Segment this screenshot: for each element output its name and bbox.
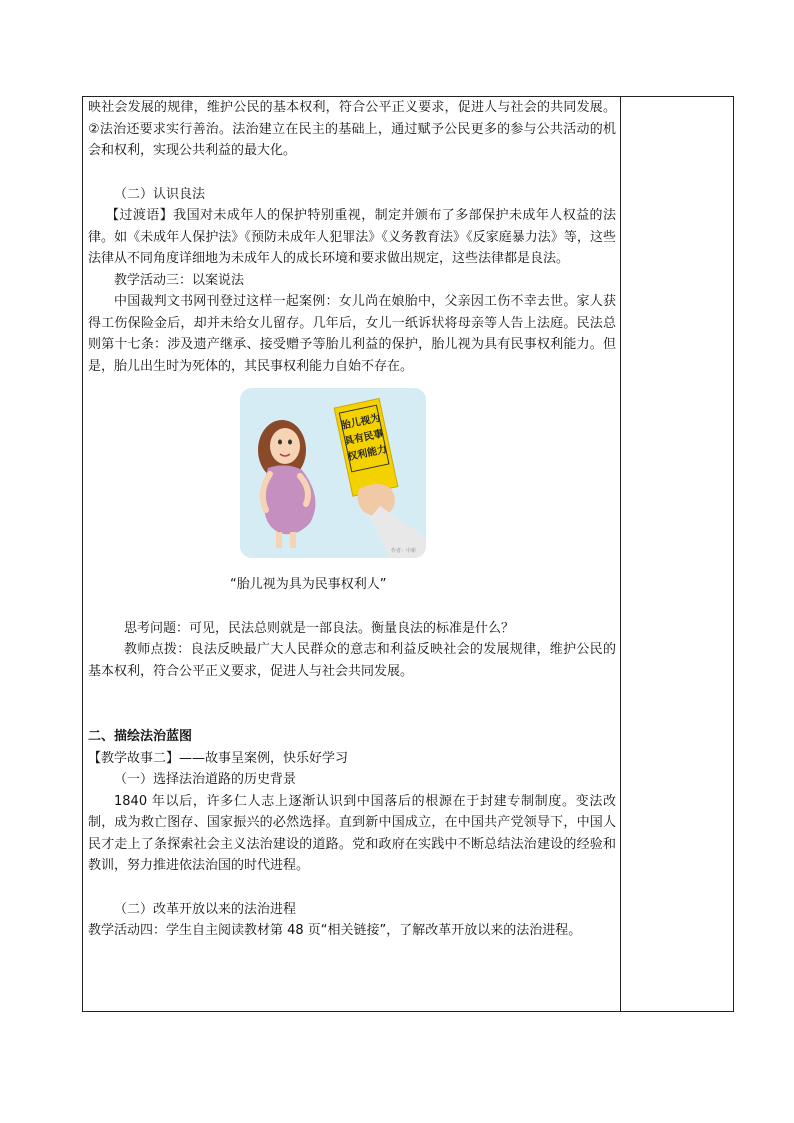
fetus-rights-illustration (240, 388, 426, 558)
paragraph-history: 1840 年以后，许多仁人志上逐渐认识到中国落后的根源在于封建专制制度。变法改制，成为救亡图存、国家振兴的必然选择。直到新中国成立，在中国共产党领导下，中国人民才走上了条探索社会主义法治建设的道路。党和政府在实践中不断总结法治建设的经验和教训，努力推进依法治国的时代进程。 (88, 793, 616, 873)
illustration-svg (240, 388, 426, 558)
svg-text:权利能力: 权利能力 (346, 444, 389, 464)
svg-text:具有民事: 具有民事 (343, 428, 385, 448)
teacher-guidance: 教师点拨：良法反映最广大人民群众的意志和利益反映社会的发展规律，维护公民的基本权利，符合公平正义要求，促进人与社会共同发展。 (88, 642, 616, 679)
paragraph-case: 中国裁判文书网刊登过这样一起案例：女儿尚在娘胎中，父亲因工伤不幸去世。家人获得工伤保险金后，却并未给女儿留存。几年后，女儿一纸诉状将母亲等人告上法庭。民法总则第十七条：涉及遗产继承、接受赠予等胎儿利益的保护，胎儿视为具有民事权利能力。但是，胎儿出生时为死体的，其民事权利能力自始不存在。 (88, 294, 616, 374)
heading-section-two: 二、描绘法治蓝图 (88, 729, 193, 744)
paragraph-rule-of-law: 映社会发展的规律，维护公民的基本权利，符合公平正义要求，促进人与社会的共同发展。②法治还要求实行善治。法治建立在民主的基础上，通过赋予公民更多的参与公共活动的机会和权利，实现公共利益的最大化。 (88, 100, 616, 158)
think-question: 思考问题：可见，民法总则就是一部良法。衡量良法的标准是什么？ (124, 620, 515, 636)
heading-reform-process: （二）改革开放以来的法治进程 (114, 901, 297, 917)
svg-text:胎儿视为: 胎儿视为 (339, 412, 382, 432)
activity-four: 教学活动四：学生自主阅读教材第 48 页“相关链接”，了解改革开放以来的法治进程。 (88, 923, 582, 938)
table-column-divider (620, 96, 621, 1012)
paragraph-transition: 【过渡语】我国对未成年人的保护特别重视，制定并颁布了多部保护未成年人权益的法律。如《未成年人保护法》《预防未成年人犯罪法》《义务教育法》《反家庭暴力法》等，这些法律从不同角度详细地为未成年人的成长环境和要求做出规定，这些法律都是良法。 (88, 208, 616, 266)
figure-caption: “胎儿视为具为民事权利人” (230, 577, 387, 592)
lesson-content (88, 97, 616, 942)
teaching-story-two: 【教学故事二】——故事呈案例，快乐好学习 (88, 750, 349, 766)
heading-history-background: （一）选择法治道路的历史背景 (114, 772, 297, 787)
heading-good-law: （二）认识良法 (114, 186, 206, 202)
activity-three-title: 教学活动三：以案说法 (114, 272, 245, 288)
svg-text:作者：中新: 作者：中新 (390, 548, 416, 554)
